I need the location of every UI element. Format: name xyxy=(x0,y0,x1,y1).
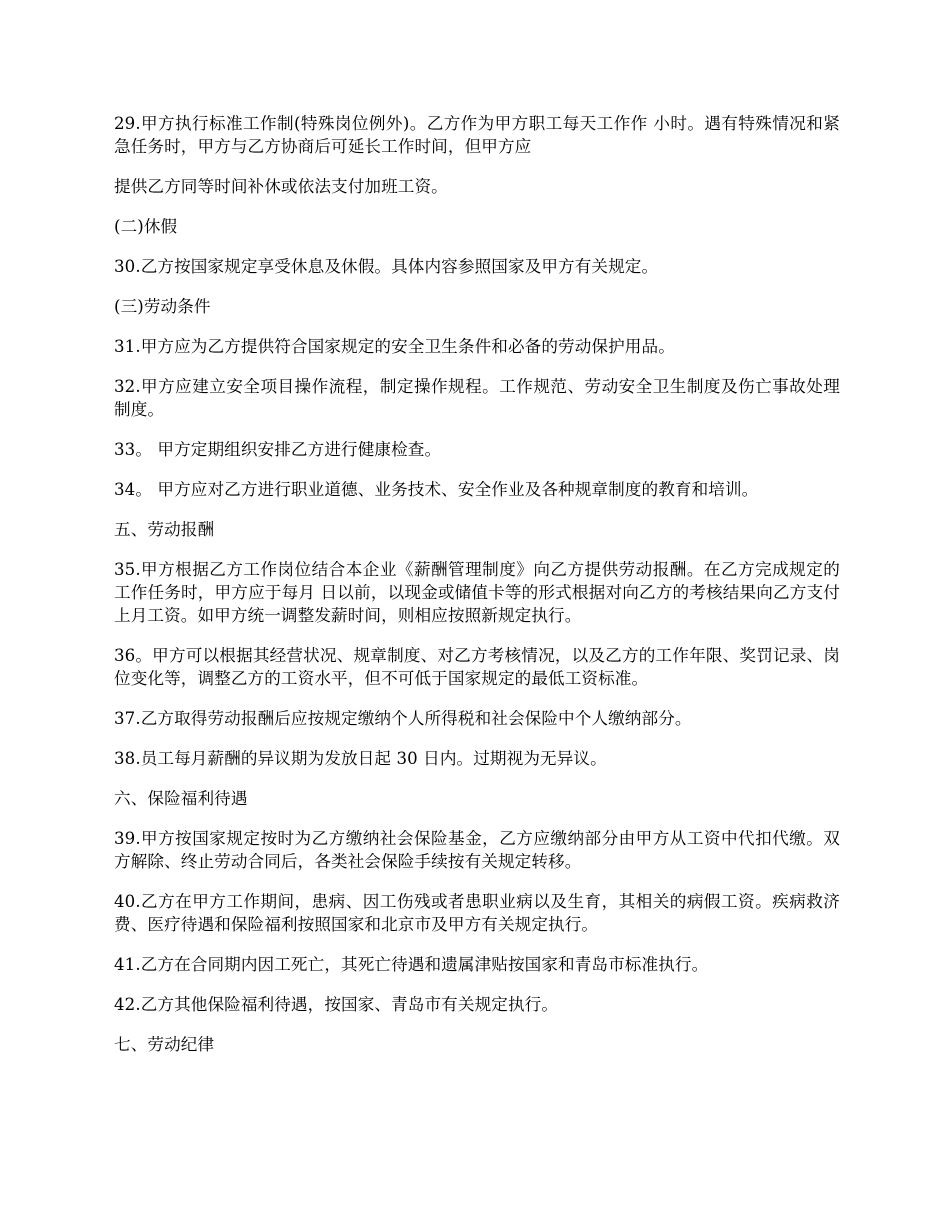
document-page xyxy=(114,112,840,1073)
clause-29: 29.甲方执行标准工作制(特殊岗位例外)。乙方作为甲方职工每天工作作 小时。遇有特殊情况和紧急任务时，甲方与乙方协商后可延长工作时间，但甲方应 xyxy=(114,114,840,156)
clause-30: 30.乙方按国家规定享受休息及休假。具体内容参照国家及甲方有关规定。 xyxy=(114,257,659,276)
clause-33: 33。 甲方定期组织安排乙方进行健康检查。 xyxy=(114,440,442,459)
section-heading-working-conditions: (三)劳动条件 xyxy=(114,297,211,316)
clause-38: 38.员工每月薪酬的异议期为发放日起 30 日内。过期视为无异议。 xyxy=(114,749,607,768)
clause-37: 37.乙方取得劳动报酬后应按规定缴纳个人所得税和社会保险中个人缴纳部分。 xyxy=(114,709,692,728)
clause-39: 39.甲方按国家规定按时为乙方缴纳社会保险基金，乙方应缴纳部分由甲方从工资中代扣代缴。双方解除、终止劳动合同后，各类社会保险手续按有关规定转移。 xyxy=(114,829,840,871)
clause-29-continued: 提供乙方同等时间补休或依法支付加班工资。 xyxy=(114,177,448,196)
section-heading-vacation: (二)休假 xyxy=(114,217,178,236)
clause-35: 35.甲方根据乙方工作岗位结合本企业《薪酬管理制度》向乙方提供劳动报酬。在乙方完成规定的工作任务时，甲方应于每月 日以前，以现金或储值卡等的形式根据对向乙方的考核结果向乙方支付上月工资。如甲方统一调整发薪时间，则相应按照新规定执行。 xyxy=(114,560,840,625)
clause-31: 31.甲方应为乙方提供符合国家规定的安全卫生条件和必备的劳动保护用品。 xyxy=(114,337,675,356)
clause-42: 42.乙方其他保险福利待遇，按国家、青岛市有关规定执行。 xyxy=(114,995,559,1014)
clause-40: 40.乙方在甲方工作期间，患病、因工伤残或者患职业病以及生育，其相关的病假工资。疾病救济费、医疗待遇和保险福利按照国家和北京市及甲方有关规定执行。 xyxy=(114,892,840,934)
section-heading-insurance-benefits: 六、保险福利待遇 xyxy=(114,789,248,808)
clause-32: 32.甲方应建立安全项目操作流程，制定操作规程。工作规范、劳动安全卫生制度及伤亡事故处理制度。 xyxy=(114,377,840,419)
clause-36: 36。甲方可以根据其经营状况、规章制度、对乙方考核情况，以及乙方的工作年限、奖罚记录、岗位变化等，调整乙方的工资水平，但不可低于国家规定的最低工资标准。 xyxy=(114,646,840,688)
section-heading-labor-discipline: 七、劳动纪律 xyxy=(114,1035,215,1054)
clause-34: 34。 甲方应对乙方进行职业道德、业务技术、安全作业及各种规章制度的教育和培训。 xyxy=(114,480,759,499)
section-heading-remuneration: 五、劳动报酬 xyxy=(114,520,215,539)
clause-41: 41.乙方在合同期内因工死亡，其死亡待遇和遗属津贴按国家和青岛市标准执行。 xyxy=(114,955,709,974)
